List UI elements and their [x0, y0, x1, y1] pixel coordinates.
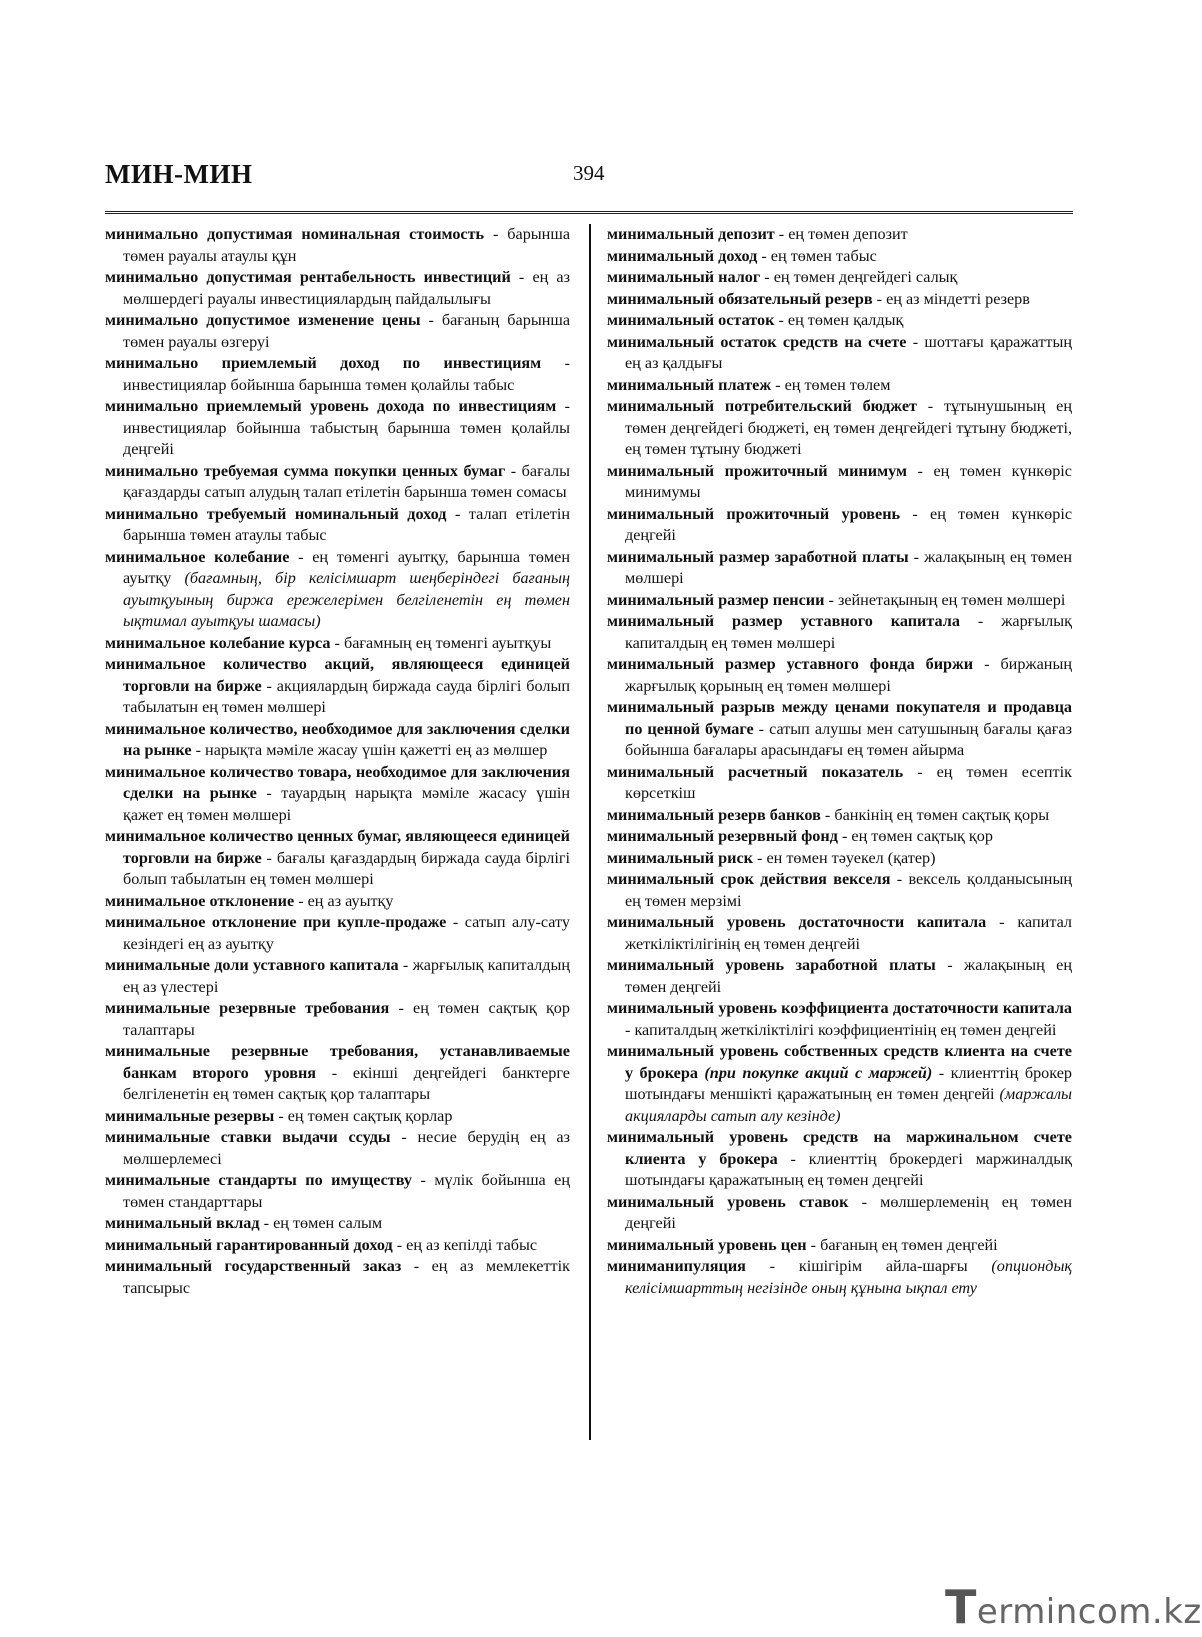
entry-note: (опциондық келісімшарттың негізінде оның құнына ықпал ету — [625, 1257, 1073, 1297]
dictionary-entry: минимальные резервные требования, устанавливаемые банкам второго уровня - екінші деңгейдегі банктерге белгіленетін ең төмен сақтық қор талаптары — [105, 1042, 570, 1103]
dictionary-entry: минимальный уровень собственных средств клиента на счете у брокера (при покупке акций с маржей) - клиенттің брокер шотындағы меншікті қаражатының ен төмен деңгейі (маржалы акцияларды сатып алу кезінде) — [607, 1042, 1073, 1125]
entry-definition: ең төмен сақтық қорлар — [287, 1106, 453, 1125]
entry-definition: ең аз мөлшердегі рауалы инвестициялардың пайдалылығы — [123, 268, 570, 308]
entry-definition: ең төмен деңгейдегі салық — [773, 268, 958, 286]
entry-term: минимальный уровень средств на маржинальном счете клиента у брокера — [607, 1128, 1072, 1168]
entry-term: минимально допустимая рентабельность инвестиций — [105, 268, 511, 286]
entry-term: минимальный уровень достаточности капитала — [607, 913, 987, 931]
entry-term: минимальные резервные требования, устанавливаемые банкам второго уровня — [105, 1042, 570, 1082]
entry-definition: жарғылық капиталдың ең аз үлестері — [123, 956, 570, 996]
entry-definition: сатып алушы мен сатушының бағалы қағаз бойынша бағалары арасындағы ең төмен айырма — [625, 719, 1072, 759]
entry-definition: инвестициялар бойынша барынша төмен қолайлы табыс — [123, 375, 515, 394]
entry-term: минимальный налог — [607, 268, 761, 286]
entry-definition: биржаның жарғылық қорының ең төмен мөлшері — [625, 655, 1073, 695]
entry-term: минимальный срок действия векселя — [607, 870, 891, 888]
entry-term: минимальное количество акций, являющееся единицей торговли на бирже — [105, 655, 570, 695]
entry-definition: ең төмен күнкөріс минимумы — [625, 461, 1072, 501]
entry-definition: капиталдың жеткіліктілігі коэффициентінің ең төмен деңгейі — [634, 1020, 1057, 1039]
entry-definition: тауардың нарықта мәміле жасасу үшін қажет ең төмен мөлшері — [123, 784, 571, 824]
dictionary-entry: минимальный платеж - ең төмен төлем — [607, 375, 891, 394]
dictionary-entry: миниманипуляция - кішігірім айла-шарғы (опциондық келісімшарттың негізінде оның құнына ықпал ету — [607, 1257, 1073, 1297]
entry-term: минимальный разрыв между ценами покупателя и продавца по ценной бумаге — [607, 698, 1072, 738]
entry-term: минимальные стандарты по имуществу — [105, 1171, 413, 1189]
entry-definition: ең аз міндетті резерв — [886, 289, 1030, 308]
entry-definition: зейнетақының ең төмен мөлшері — [837, 590, 1066, 609]
dictionary-entry: минимальный срок действия векселя - вексель қолданысының ең төмен мерзімі — [607, 870, 1073, 910]
entry-term: минимальный размер уставного фонда биржи — [607, 655, 974, 673]
entry-definition: бағаның ең төмен деңгейі — [820, 1235, 998, 1254]
dictionary-entry: минимально допустимое изменение цены - бағаның барынша төмен рауалы өзгеруі — [105, 311, 571, 351]
entry-definition: ең аз кепілді табыс — [406, 1235, 538, 1254]
entry-term: минимальный платеж — [607, 375, 772, 394]
entry-term: минимальный размер заработной платы — [607, 547, 909, 566]
dictionary-entry: минимальный потребительский бюджет - тұтынушының ең төмен деңгейдегі бюджеті, ең төмен деңгейдегі тұтыну бюджеті, ең төмен тұтыну бюджеті — [607, 397, 1073, 458]
entry-definition: тұтынушының ең төмен деңгейдегі бюджеті, ең төмен деңгейдегі тұтыну бюджеті, ең төмен тұтыну бюджеті — [625, 397, 1073, 458]
watermark-text: ermincom.kz — [976, 1592, 1202, 1632]
entry-definition: клиенттің брокер шотындағы меншікті қаражатының ен төмен деңгейі — [625, 1063, 1072, 1103]
dictionary-entry: минимальный размер уставного фонда биржи - биржаның жарғылық қорының ең төмен мөлшері — [607, 655, 1073, 695]
entry-definition: ең төмен салым — [273, 1214, 383, 1232]
entry-definition: бағалы қағаздарды сатып алудың талап етілетін барынша төмен сомасы — [123, 461, 570, 501]
entry-definition: ең төмен күнкөріс деңгейі — [625, 504, 1072, 544]
entry-term: минимальный расчетный показатель — [607, 762, 904, 781]
dictionary-entry: минимальный размер заработной платы - жалақының ең төмен мөлшері — [607, 547, 1072, 587]
entry-definition: талап етілетін барынша төмен атаулы табыс — [123, 504, 570, 544]
entry-term-note: (при покупке акций с маржей) — [704, 1063, 933, 1082]
dictionary-entry: минимальное колебание - ең төменгі ауытқу, барынша төмен ауытқу (бағамның, бір келісімшарт шеңберіндегі бағаның ауытқуының биржа ережелерімен белгіленетін ең төмен ықтимал ауытқуы шамасы) — [105, 547, 571, 630]
entry-term: минимальные доли уставного капитала — [105, 956, 399, 974]
entry-definition: ең төмен табыс — [770, 246, 877, 265]
entry-term: минимальный обязательный резерв — [607, 289, 873, 308]
dictionary-entry: минимальные ставки выдачи ссуды - несие берудің ең аз мөлшерлемесі — [105, 1128, 570, 1168]
dictionary-entry: минимальный остаток - ең төмен қалдық — [607, 311, 904, 329]
left-column — [105, 224, 570, 1299]
entry-definition: ең төмен сақтық қор талаптары — [123, 999, 570, 1039]
entry-definition: бағаның барынша төмен рауалы өзгеруі — [123, 311, 571, 351]
entry-definition: ең төмен депозит — [788, 225, 908, 243]
dictionary-entry: минимальный уровень коэффициента достаточности капитала - капиталдың жеткіліктілігі коэффициентінің ең төмен деңгейі — [607, 999, 1072, 1039]
dictionary-entry: минимальный риск - ен төмен тәуекел (қатер) — [607, 848, 936, 867]
dictionary-entry: минимальное количество ценных бумаг, являющееся единицей торговли на бирже - бағалы қағаздардың биржада сауда бірлігі болып табылатын ең төмен мөлшері — [105, 827, 570, 888]
dictionary-entry: минимальный вклад - ең төмен салым — [105, 1214, 383, 1232]
dictionary-entry: минимальный обязательный резерв - ең аз міндетті резерв — [607, 289, 1030, 308]
dictionary-entry: минимальное колебание курса - бағамның ең төменгі ауытқуы — [105, 633, 552, 652]
dictionary-entry: минимальный размер уставного капитала - жарғылық капиталдың ең төмен мөлшері — [607, 612, 1072, 652]
entry-term: минимальный уровень заработной платы — [607, 956, 936, 974]
dictionary-entry: минимальный уровень средств на маржинальном счете клиента у брокера - клиенттің брокердегі маржиналдық шотындағы қаражатының ең төмен деңгейі — [607, 1128, 1073, 1189]
entry-definition: банкінің ең төмен сақтық қоры — [834, 805, 1050, 824]
dictionary-entry: минимальный уровень ставок - мөлшерлеменің ең төмен деңгейі — [607, 1192, 1073, 1232]
entry-definition: нарықта мәміле жасау үшін қажетті ең аз мөлшер — [205, 741, 548, 759]
entry-term: минимальный остаток средств на счете — [607, 332, 907, 351]
dictionary-entry: минимально приемлемый уровень дохода по инвестициям - инвестициялар бойынша табыстың барынша төмен қолайлы деңгейі — [105, 397, 571, 458]
dictionary-entry: минимальный остаток средств на счете - шоттағы қаражаттың ең аз қалдығы — [607, 332, 1073, 372]
dictionary-entry: минимальный разрыв между ценами покупателя и продавца по ценной бумаге - сатып алушы мен сатушының бағалы қағаз бойынша бағалары арасындағы ең төмен айырма — [607, 698, 1072, 759]
entry-term: минимальные ставки выдачи ссуды — [105, 1128, 391, 1146]
site-watermark — [945, 1580, 1202, 1634]
entry-term: минимальное колебание курса — [105, 633, 331, 652]
entry-term: минимально допустимое изменение цены — [105, 311, 421, 329]
dictionary-entry: минимальное количество товара, необходимое для заключения сделки на рынке - тауардың нарықта мәміле жасасу үшін қажет ең төмен мөлшері — [105, 762, 571, 824]
entry-term: минимальное отклонение при купле-продаже — [105, 913, 447, 931]
right-column — [607, 224, 1072, 1299]
entry-term: минимальное отклонение — [105, 891, 295, 910]
dictionary-entry: минимальный депозит - ең төмен депозит — [607, 225, 908, 243]
entry-term: минимальное колебание — [105, 547, 290, 566]
entry-term: минимальный резервный фонд — [607, 827, 838, 845]
entry-term: минимально требуемая сумма покупки ценных бумаг — [105, 461, 506, 480]
entry-note: (бағамның, бір келісімшарт шеңберіндегі бағаның ауытқуының биржа ережелерімен белгіленетін ең төмен ықтимал ауытқуы шамасы) — [123, 569, 570, 630]
entry-definition: жалақының ең төмен мөлшері — [625, 547, 1072, 587]
dictionary-entry: минимальные стандарты по имуществу - мүлік бойынша ең төмен стандарттары — [105, 1171, 571, 1211]
dictionary-entry: минимальные доли уставного капитала - жарғылық капиталдың ең аз үлестері — [105, 956, 570, 996]
entry-definition: мүлік бойынша ең төмен стандарттары — [123, 1171, 571, 1211]
dictionary-entry: минимальный гарантированный доход - ең аз кепілді табыс — [105, 1235, 538, 1254]
entry-term: минимальный депозит — [607, 225, 775, 243]
entry-definition: бағамның ең төменгі ауытқуы — [343, 633, 552, 652]
entry-term: минимальный риск — [607, 848, 753, 867]
entry-term: минимальный государственный заказ — [105, 1257, 402, 1275]
entry-term: минимальный доход — [607, 246, 758, 265]
dictionary-entry: минимальное количество, необходимое для заключения сделки на рынке - нарықта мәміле жасау үшін қажетті ең аз мөлшер — [105, 719, 570, 759]
dictionary-entry: минимальный прожиточный минимум - ең төмен күнкөріс минимумы — [607, 461, 1072, 501]
entry-definition: несие берудің ең аз мөлшерлемесі — [123, 1128, 570, 1168]
dictionary-entry: минимальный резервный фонд - ең төмен сақтық қор — [607, 827, 993, 845]
entry-definition: мөлшерлеменің ең төмен деңгейі — [625, 1192, 1073, 1232]
dictionary-entry: минимально допустимая номинальная стоимость - барынша төмен рауалы атаулы құн — [105, 225, 570, 265]
entry-term: минимально приемлемый уровень дохода по инвестициям — [105, 397, 557, 415]
dictionary-entry: минимальное количество акций, являющееся единицей торговли на бирже - акциялардың биржада сауда бірлігі болып табылатын ең төмен мөлшері — [105, 655, 570, 716]
entry-term: минимальный размер пенсии — [607, 590, 825, 609]
dictionary-entry: минимальный прожиточный уровень - ең төмен күнкөріс деңгейі — [607, 504, 1072, 544]
entry-term: минимальное количество товара, необходимое для заключения сделки на рынке — [105, 762, 570, 802]
entry-definition: клиенттің брокердегі маржиналдық шотындағы қаражатының ең төмен деңгейі — [625, 1149, 1073, 1189]
dictionary-entry: минимальный расчетный показатель - ең төмен есептік көрсеткіш — [607, 762, 1072, 802]
page-number: 394 — [573, 161, 605, 185]
dictionary-entry: минимально требуемый номинальный доход - талап етілетін барынша төмен атаулы табыс — [105, 504, 570, 544]
entry-term: минимальное количество ценных бумаг, являющееся единицей торговли на бирже — [105, 827, 570, 867]
dictionary-entry: минимальный уровень заработной платы - жалақының ең төмен деңгейі — [607, 956, 1072, 996]
dictionary-entry: минимальный государственный заказ - ең аз мемлекеттік тапсырыс — [105, 1257, 570, 1297]
entry-term: минимальный остаток — [607, 311, 775, 329]
dictionary-entry: минимальный уровень цен - бағаның ең төмен деңгейі — [607, 1235, 998, 1254]
entry-term: миниманипуляция — [607, 1257, 746, 1275]
watermark-initial: T — [945, 1580, 977, 1634]
dictionary-entry: минимальное отклонение - ең аз ауытқу — [105, 891, 394, 910]
entry-term: минимальный гарантированный доход — [105, 1235, 393, 1254]
entry-definition: жалақының ең төмен деңгейі — [625, 956, 1072, 996]
entry-definition: екінші деңгейдегі банктерге белгіленетін ең төмен сақтық қор талаптары — [123, 1063, 570, 1103]
entry-definition: ең төмен сақтық қор — [851, 827, 993, 845]
entry-definition: инвестициялар бойынша табыстың барынша төмен қолайлы деңгейі — [123, 418, 570, 458]
dictionary-entry: минимальный налог - ең төмен деңгейдегі салық — [607, 268, 958, 286]
page-header — [105, 155, 1073, 214]
entry-definition: жарғылық капиталдың ең төмен мөлшері — [625, 612, 1072, 652]
entry-definition: капитал жеткіліктілігінің ең төмен деңгейі — [625, 913, 1073, 953]
entry-definition: бағалы қағаздардың биржада сауда бірлігі болып табылатын ең төмен мөлшері — [123, 848, 570, 888]
dictionary-entry: минимально приемлемый доход по инвестициям - инвестициялар бойынша барынша төмен қолайлы табыс — [105, 354, 571, 394]
entry-term: минимальный уровень цен — [607, 1235, 807, 1254]
entry-term: минимальные резервы — [105, 1106, 275, 1125]
entry-term: минимальный уровень собственных средств клиента на счете у брокера — [607, 1042, 1072, 1082]
entry-definition: ең аз ауытқу — [307, 891, 394, 910]
entry-definition: ең төмен қалдық — [787, 311, 904, 329]
running-head: МИН-МИН — [105, 159, 253, 189]
entry-term: минимально допустимая номинальная стоимость — [105, 225, 485, 243]
dictionary-entry: минимальный резерв банков - банкінің ең төмен сақтық қоры — [607, 805, 1050, 824]
dictionary-entry: минимальный размер пенсии - зейнетақының ең төмен мөлшері — [607, 590, 1066, 609]
entry-definition: ең аз мемлекеттік тапсырыс — [123, 1257, 570, 1297]
dictionary-entry: минимально требуемая сумма покупки ценных бумаг - бағалы қағаздарды сатып алудың талап етілетін барынша төмен сомасы — [105, 461, 570, 501]
entry-term: минимальный вклад — [105, 1214, 260, 1232]
entry-definition: сатып алу-сату кезіндегі ең аз ауытқу — [123, 913, 570, 953]
entry-definition: барынша төмен рауалы атаулы құн — [123, 225, 570, 265]
entry-definition: ең төменгі ауытқу, барынша төмен ауытқу — [123, 547, 571, 587]
dictionary-entry: минимальные резервные требования - ең төмен сақтық қор талаптары — [105, 999, 570, 1039]
entry-definition: шоттағы қаражаттың ең аз қалдығы — [625, 332, 1073, 372]
dictionary-entry: минимальные резервы - ең төмен сақтық қорлар — [105, 1106, 453, 1125]
entry-term: минимальный прожиточный уровень — [607, 504, 901, 523]
entry-definition: кішігірім айла-шарғы — [798, 1257, 968, 1275]
entry-definition: ең төмен төлем — [784, 375, 891, 394]
entry-term: минимально требуемый номинальный доход — [105, 504, 447, 523]
entry-term: минимальный уровень ставок — [607, 1192, 849, 1211]
entry-term: минимальные резервные требования — [105, 999, 390, 1017]
entry-definition: ен төмен тәуекел (қатер) — [766, 848, 936, 867]
entry-definition: вексель қолданысының ең төмен мерзімі — [625, 870, 1073, 910]
entry-term: минимальный потребительский бюджет — [607, 397, 917, 415]
entry-note: (маржалы акцияларды сатып алу кезінде) — [625, 1085, 1073, 1125]
dictionary-entry: минимальное отклонение при купле-продаже - сатып алу-сату кезіндегі ең аз ауытқу — [105, 913, 570, 953]
dictionary-entry: минимальный доход - ең төмен табыс — [607, 246, 877, 265]
dictionary-entry: минимально допустимая рентабельность инвестиций - ең аз мөлшердегі рауалы инвестициялардың пайдалылығы — [105, 268, 570, 308]
entry-term: минимально приемлемый доход по инвестициям — [105, 354, 542, 372]
entry-definition: акциялардың биржада сауда бірлігі болып табылатын ең төмен мөлшері — [123, 676, 570, 716]
entry-term: минимальный прожиточный минимум — [607, 461, 908, 480]
entry-term: минимальный размер уставного капитала — [607, 612, 960, 630]
dictionary-entry: минимальный уровень достаточности капитала - капитал жеткіліктілігінің ең төмен деңгейі — [607, 913, 1073, 953]
column-divider — [589, 224, 591, 1440]
entry-term: минимальный резерв банков — [607, 805, 821, 824]
entry-term: минимальное количество, необходимое для заключения сделки на рынке — [105, 719, 570, 759]
entry-definition: ең төмен есептік көрсеткіш — [625, 762, 1072, 802]
entry-term: минимальный уровень коэффициента достаточности капитала — [607, 999, 1072, 1017]
